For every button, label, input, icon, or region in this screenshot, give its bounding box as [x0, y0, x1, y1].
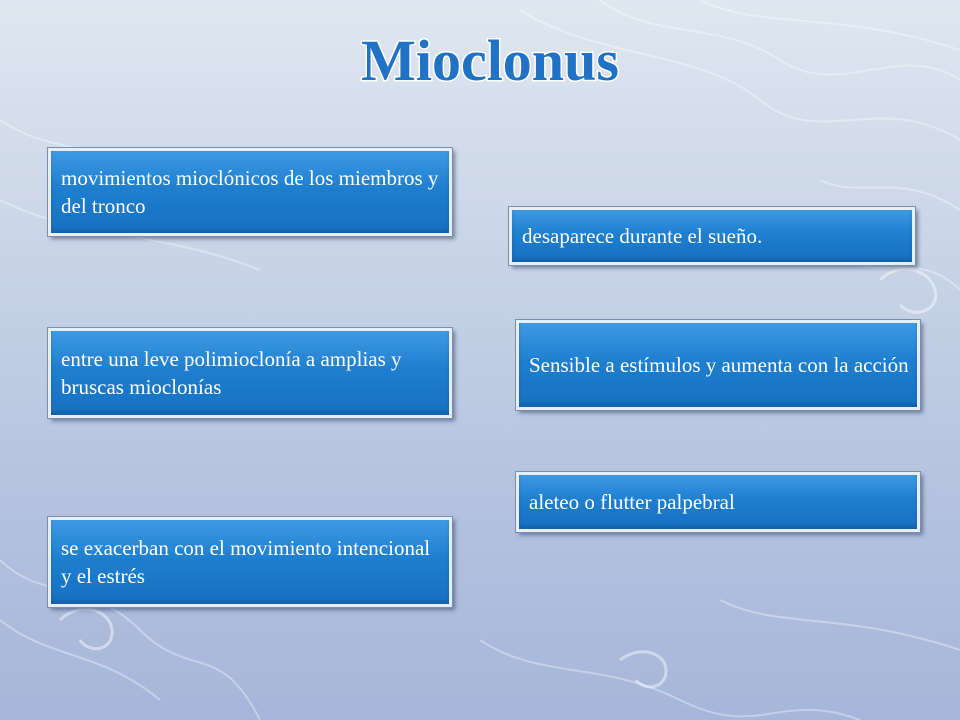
bullet-box-text: se exacerban con el movimiento intencional y el estrés: [61, 536, 431, 588]
bullet-box-text: movimientos mioclónicos de los miembros y del tronco: [61, 166, 439, 218]
bullet-box-exacerbation: [48, 517, 452, 607]
bullet-box-text: desaparece durante el sueño.: [522, 224, 763, 248]
bullet-box-text: Sensible a estímulos y aumenta con la acción: [529, 353, 909, 377]
bullet-box-text: aleteo o flutter palpebral: [529, 490, 735, 514]
slide-title-text: Mioclonus: [361, 28, 619, 93]
bullet-box-polymyoclonia-range: [48, 328, 452, 418]
bullet-box-text: entre una leve polimioclonía a amplias y bruscas mioclonías: [61, 347, 402, 399]
bullet-box-myoclonic-movements: [48, 148, 452, 236]
bullet-box-stimulus-sensitive: [516, 320, 920, 410]
slide-title: [340, 26, 640, 96]
bullet-box-disappears-sleep: [509, 207, 915, 265]
bullet-box-eyelid-flutter: [516, 472, 920, 532]
